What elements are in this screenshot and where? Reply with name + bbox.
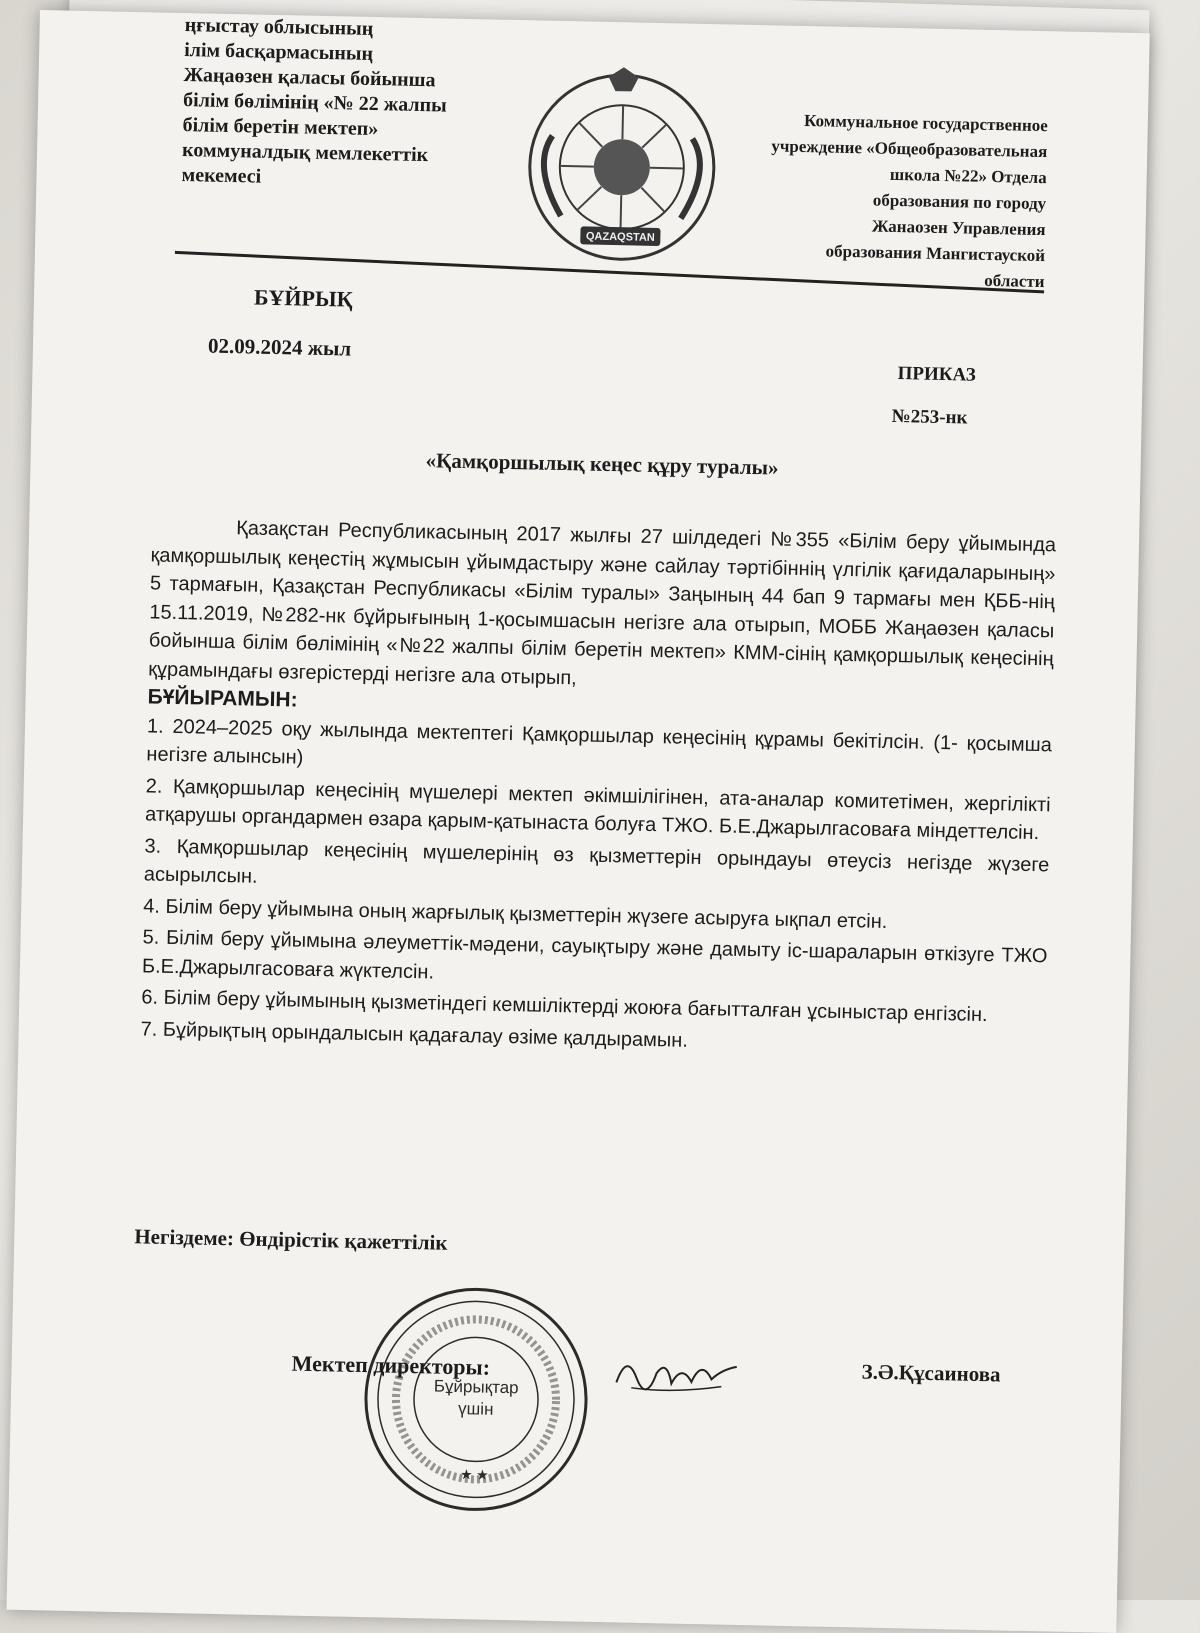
order-label-ru: ПРИКАЗ — [897, 363, 976, 386]
header-right-russian — [734, 107, 1048, 295]
order-item: 4. Білім беру ұйымына оның жарғылық қызметтерін жүзеге асыруға ықпал етсін. — [143, 894, 888, 933]
signature-role: Мектеп директоры: — [291, 1350, 491, 1380]
header-right-line: образования Мангистауской — [825, 241, 1046, 266]
document-body — [140, 512, 1056, 1065]
header-left-kazakh — [181, 13, 515, 195]
stamp-center-text: Бұйрықтар — [433, 1376, 519, 1398]
header-right-line: школа №22» Отдела — [889, 164, 1047, 188]
header-left-line: коммуналдық мемлекеттік — [181, 139, 429, 167]
signature-name: З.Ә.Құсаинова — [861, 1359, 1001, 1387]
header-left-line: мекемесі — [181, 164, 262, 188]
header-right-line: образования по городу — [872, 190, 1047, 214]
official-stamp — [359, 1282, 594, 1517]
order-item: 1. 2024–2025 оқу жылында мектептегі Қамқоршылар кеңесінің құрамы бекітілсін. (1- қосымша негізге алынсын) — [146, 714, 1053, 769]
header-left-line: ілім басқармасының — [183, 39, 374, 65]
order-item: 7. Бұйрықтың орындалысын қадағалау өзіме қалдырамын. — [140, 1017, 689, 1052]
order-label-kz: БҰЙРЫҚ — [253, 284, 353, 312]
decree-heading: БҰЙЫРАМЫН: — [147, 685, 298, 712]
state-emblem-icon — [520, 65, 724, 269]
header-left-line: ңғыстау облысының — [184, 14, 374, 40]
order-item: 3. Қамқоршылар кеңесінің мүшелерінің өз қызметтерін орындауы өтеусіз негізде жүзеге асырылсын. — [143, 834, 1050, 888]
order-item: 5. Білім беру ұйымына әлеуметтік-мәдени, сауықтыру және дамыту іс-шараларын өткізуге ТЖО Б.Е.Джарылгасоваға жүктелсін. — [141, 926, 1048, 983]
header-right-line: учреждение «Общеобразовательная — [771, 136, 1048, 162]
header-left-line: білім беретін мектеп» — [182, 114, 379, 141]
basis-line: Негіздеме: Өндірістік қажеттілік — [134, 1224, 448, 1255]
header-left-line: Жаңаөзен қаласы бойынша — [183, 64, 436, 92]
order-date: 02.09.2024 жыл — [207, 333, 352, 361]
header-right-line: Жанаозен Управления — [871, 216, 1046, 240]
stamp-center-text: үшін — [457, 1399, 494, 1419]
header-right-line: Коммунальное государственное — [803, 111, 1048, 136]
handwritten-signature — [611, 1342, 742, 1405]
order-number: №253-нк — [891, 405, 968, 429]
order-item: 6. Білім беру ұйымының қызметіндегі кемшіліктерді жоюға бағытталған ұсыныстар енгізсін. — [141, 986, 988, 1027]
header-left-line: білім бөлімінің «№ 22 жалпы — [182, 89, 447, 117]
document-title: «Қамқоршылық кеңес құру туралы» — [425, 448, 779, 480]
header-right-line: области — [984, 270, 1045, 292]
order-item: 2. Қамқоршылар кеңесінің мүшелері мектеп әкімшілігінен, ата-аналар комитетімен, жергілікті атқарушы органдармен өзара қарым-қатынаста болуға ТЖО. Б.Е.Джарылгасоваға міндеттелсін. — [144, 774, 1051, 845]
intro-paragraph: Қазақстан Республикасының 2017 жылғы 27 шілдедегі №355 «Білім беру ұйымында қамқоршылық кеңестің жұмысын ұйымдастыру және сайлау тәртібіннің үлгілік қағидаларының» 5 тармағын, Қазақстан Республикасы «Білім туралы» Заңының 44 бап 9 тармағы мен ҚББ-нің 15.11.2019, №282-нк бұйрығының 1-қосымшасын негізге ала отырып, МОББ Жаңаөзен қаласы бойынша білім бөлімінің «№22 жалпы білім беретін мектеп» КММ-сінің қамқоршылық кеңесінің құрамындағы өзгерістерді негізге ала отырып, — [147, 517, 1057, 689]
document-page — [6, 10, 1149, 1633]
emblem-label: QAZAQSTAN — [585, 230, 655, 244]
stamp-star-icon: ★ ★ — [459, 1468, 489, 1484]
